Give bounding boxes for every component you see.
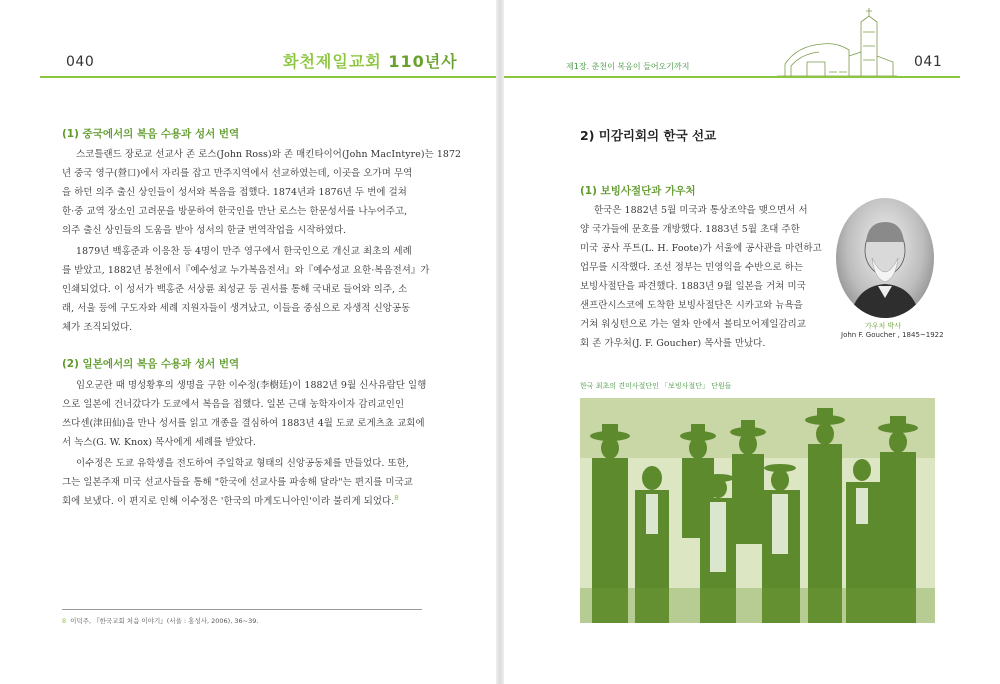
- right-body-line: 샌프란시스코에 도착한 보빙사절단은 시카고와 뉴욕을: [580, 300, 803, 311]
- page-gutter: [496, 0, 504, 684]
- right-body-line: 미국 공사 푸트(L. H. Foote)가 서울에 공사관을 마련하고: [580, 243, 822, 254]
- group-photo-icon: [580, 398, 935, 623]
- section2-line: 으로 일본에 건너갔다가 도쿄에서 복음을 접했다. 일본 근대 농학자이자 감리교인인: [62, 399, 405, 410]
- goucher-portrait: [836, 198, 934, 318]
- delegation-group-photo: [580, 398, 935, 623]
- section1-heading: (1) 중국에서의 복음 수용과 성서 번역: [62, 128, 240, 140]
- section1-line: 의주 출신 상인들의 도움을 받아 성서의 한글 번역작업을 시작하였다.: [62, 225, 347, 236]
- left-header-rule: [40, 76, 496, 78]
- right-body-line: 보빙사절단을 파견했다. 1883년 9월 일본을 거쳐 미국: [580, 281, 806, 292]
- church-illustration: [777, 6, 897, 78]
- section2-line: 쓰다센(津田仙)을 만나 성서를 읽고 개종을 결심하여 1883년 4월 도쿄 로게츠쵸 교회에: [62, 418, 425, 429]
- footnote: [62, 616, 258, 625]
- section2-line: 임오군란 때 명성황후의 생명을 구한 이수정(李樹廷)이 1882년 9월 신사유람단 일행: [76, 380, 427, 391]
- right-page-number: 041: [914, 54, 943, 70]
- book-title: [283, 49, 458, 72]
- section1-line: 스코틀랜드 장로교 선교사 존 로스(John Ross)와 존 매킨타이어(John MacIntyre)는 1872: [76, 149, 462, 160]
- section2-line: [62, 493, 399, 507]
- section1-line: 를 받았고, 1882년 봉천에서『예수성교 누가복음전셔』와『예수성교 요한·복음전셔』가: [62, 265, 430, 276]
- section1-line: 인쇄되었다. 이 성서가 백홍준 서상륜 최성균 등 권서를 통해 국내로 들어와 의주, 소: [62, 284, 408, 295]
- footnote-rule: [62, 609, 422, 610]
- portrait-caption-ko: 가우처 박사: [865, 322, 902, 330]
- book-title-suffix: 110년사: [388, 52, 458, 71]
- section1-line: 1879년 백홍준과 이응찬 등 4명이 만주 영구에서 한국인으로 개신교 최초의 세례: [76, 246, 412, 257]
- section-title: 2) 미감리회의 한국 선교: [580, 128, 717, 143]
- section1-line: 체가 조직되었다.: [62, 322, 133, 333]
- subsection-heading: (1) 보빙사절단과 가우처: [580, 185, 696, 197]
- chapter-title: 제1장. 춘천이 복음이 들어오기까지: [566, 62, 690, 71]
- section2-line: 그는 일본주재 미국 선교사들을 통해 "한국에 선교사를 파송해 달라"는 편지를 미국교: [62, 477, 413, 488]
- right-body-line: 양 국가들에 문호를 개방했다. 1883년 5월 초대 주한: [580, 224, 800, 235]
- book-title-prefix: 화천제일교회: [283, 52, 389, 71]
- section1-line: 한·중 교역 장소인 고려문을 방문하여 한국인을 만난 로스는 한문성서를 나누어주고,: [62, 206, 408, 217]
- section1-line: 래, 서울 등에 구도자와 세례 지원자들이 생겨났고, 이들을 중심으로 자생적 신앙공동: [62, 303, 411, 314]
- section2-line: 이수정은 도쿄 유학생을 전도하여 주일학교 형태의 신앙공동체를 만들었다. 또한,: [76, 458, 409, 469]
- section2-last-line-text: 회에 보냈다. 이 편지로 인해 이수정은 '한국의 마게도니아인'이라 불리게 되었다.: [62, 496, 395, 507]
- right-body-line: 회 존 가우처(J. F. Goucher) 목사를 만났다.: [580, 338, 766, 349]
- photo-caption: 한국 최초의 견미사절단인 「보빙사절단」 단원들: [580, 382, 732, 390]
- footnote-text: 이덕주, 『한국교회 처음 이야기』(서울 : 홍성사, 2006), 36~39.: [70, 617, 259, 625]
- footnote-reference[interactable]: 8: [394, 493, 399, 502]
- right-body-line: 업무를 시작했다. 조선 정부는 민영익을 수반으로 하는: [580, 262, 803, 273]
- right-header-rule: [504, 76, 960, 78]
- portrait-caption-en: John F. Goucher , 1845~1922: [841, 331, 944, 339]
- section1-line: 년 중국 영구(營口)에서 자리를 잡고 만주지역에서 선교하였는데, 이곳을 오가며 무역: [62, 168, 413, 179]
- right-body-line: 거쳐 워싱턴으로 가는 열차 안에서 볼티모어제일감리교: [580, 319, 806, 330]
- section2-line: 서 녹스(G. W. Knox) 목사에게 세례를 받았다.: [62, 437, 256, 448]
- section1-line: 을 하던 의주 출신 상인들이 성서와 복음을 접했다. 1874년과 1876년 두 번에 걸쳐: [62, 187, 407, 198]
- right-body-line: 한국은 1882년 5월 미국과 통상조약을 맺으면서 서: [594, 205, 808, 216]
- portrait-figure-icon: [836, 198, 934, 318]
- section2-heading: (2) 일본에서의 복음 수용과 성서 번역: [62, 358, 240, 370]
- left-page-number: 040: [66, 54, 95, 70]
- footnote-marker: 8: [62, 617, 67, 625]
